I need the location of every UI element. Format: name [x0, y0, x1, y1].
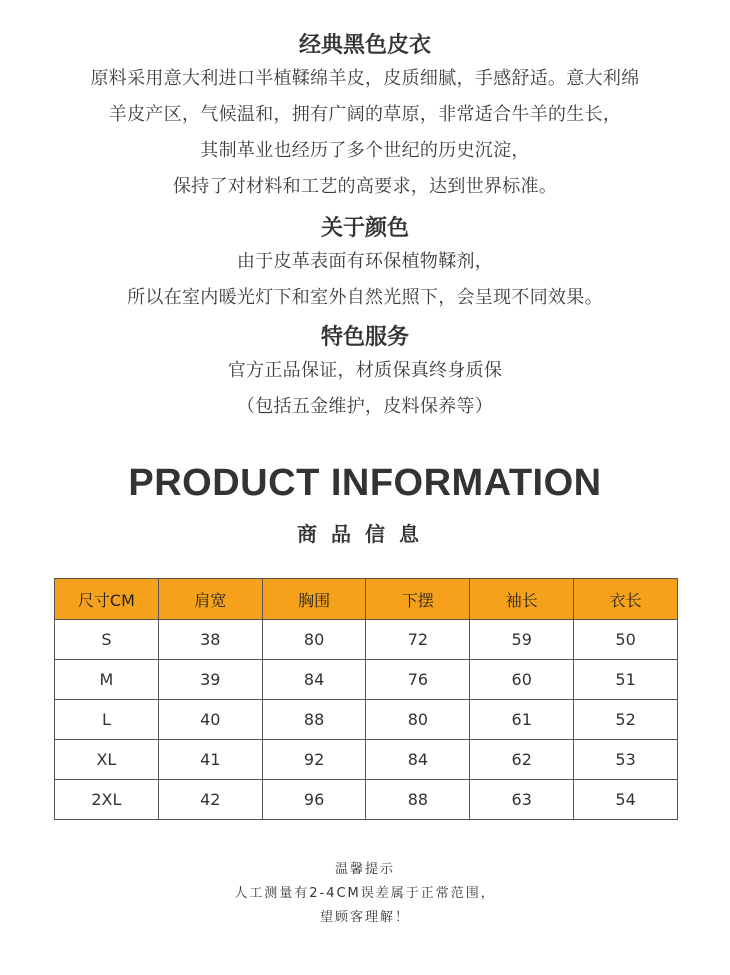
section-title: 特色服务: [320, 325, 409, 350]
tip-line: 人工测量有2-4CM误差属于正常范围，: [234, 886, 496, 901]
description-line: 原料采用意大利进口半植鞣绵羊皮，皮质细腻，手感舒适。意大利绵: [90, 68, 640, 89]
table-cell: 80: [262, 620, 366, 660]
table-cell: 52: [574, 700, 678, 740]
table-cell: 63: [470, 780, 574, 820]
description-line: 羊皮产区，气候温和，拥有广阔的草原，非常适合牛羊的生长，: [108, 104, 622, 125]
table-cell: 39: [158, 660, 262, 700]
table-cell: 60: [470, 660, 574, 700]
table-row: [55, 700, 678, 740]
description-line: 保持了对材料和工艺的高要求，达到世界标准。: [172, 176, 558, 197]
table-cell: 62: [470, 740, 574, 780]
table-header-row: [55, 579, 678, 620]
table-cell: S: [55, 620, 159, 660]
section-about-color: [0, 214, 730, 316]
size-chart-table: [54, 578, 678, 820]
table-row: [55, 620, 678, 660]
table-cell: 54: [574, 780, 678, 820]
description-line: 其制革业也经历了多个世纪的历史沉淀，: [200, 140, 530, 161]
table-cell: 80: [366, 700, 470, 740]
table-cell: 76: [366, 660, 470, 700]
section-special-service: [0, 323, 730, 425]
section-title: 经典黑色皮衣: [298, 33, 431, 58]
description-line: （包括五金维护，皮料保养等）: [236, 396, 494, 417]
table-cell: 42: [158, 780, 262, 820]
table-cell: 59: [470, 620, 574, 660]
section-classic-leather: [0, 31, 730, 205]
table-cell: M: [55, 660, 159, 700]
table-header-cell: 胸围: [262, 579, 366, 620]
tip-title: 温馨提示: [334, 862, 395, 877]
table-cell: 2XL: [55, 780, 159, 820]
table-cell: 96: [262, 780, 366, 820]
table-cell: 40: [158, 700, 262, 740]
section-title: 关于颜色: [320, 216, 409, 241]
tip-line: 望顾客理解！: [319, 910, 410, 925]
description-line: 官方正品保证，材质保真终身质保: [227, 360, 503, 381]
measurement-tip: [0, 858, 730, 930]
table-cell: 61: [470, 700, 574, 740]
table-cell: 84: [262, 660, 366, 700]
description-line: 所以在室内暖光灯下和室外自然光照下，会呈现不同效果。: [127, 287, 603, 308]
table-header-cell: 肩宽: [158, 579, 262, 620]
table-header-cell: 下摆: [366, 579, 470, 620]
product-information-title: PRODUCT INFORMATION: [128, 462, 602, 504]
table-header-cell: 尺寸CM: [55, 579, 159, 620]
table-row: [55, 740, 678, 780]
table-cell: 51: [574, 660, 678, 700]
table-cell: 53: [574, 740, 678, 780]
table-row: [55, 780, 678, 820]
table-cell: 88: [262, 700, 366, 740]
table-cell: 72: [366, 620, 470, 660]
table-cell: 38: [158, 620, 262, 660]
table-cell: L: [55, 700, 159, 740]
table-cell: 50: [574, 620, 678, 660]
table-cell: XL: [55, 740, 159, 780]
table-cell: 41: [158, 740, 262, 780]
table-cell: 92: [262, 740, 366, 780]
description-line: 由于皮革表面有环保植物鞣剂，: [236, 251, 494, 272]
table-cell: 84: [366, 740, 470, 780]
table-header-cell: 衣长: [574, 579, 678, 620]
table-row: [55, 660, 678, 700]
table-header-cell: 袖长: [470, 579, 574, 620]
table-cell: 88: [366, 780, 470, 820]
product-information-subtitle: 商品信息: [297, 522, 433, 546]
